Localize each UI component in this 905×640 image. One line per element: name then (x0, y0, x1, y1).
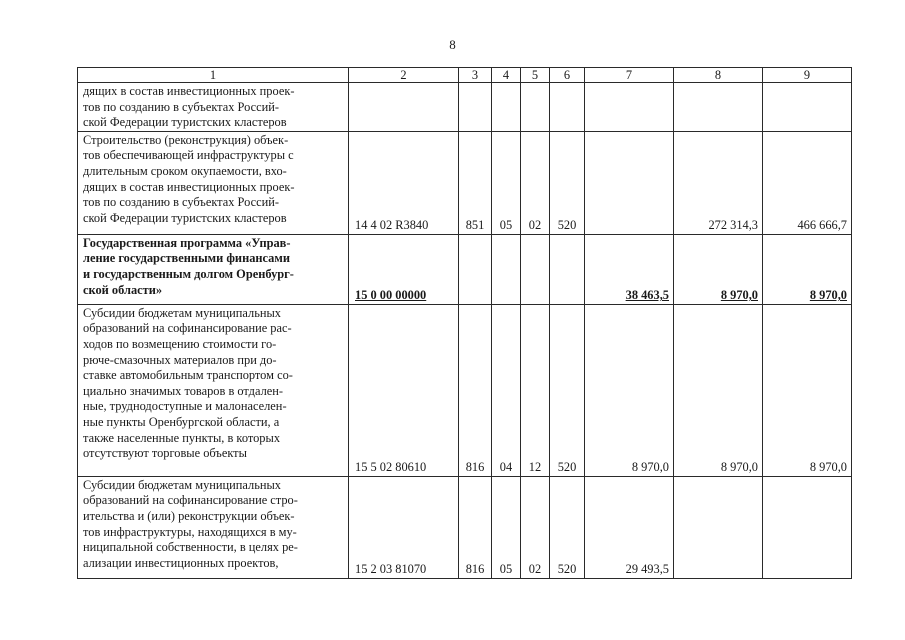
ministry-code: 851 (459, 131, 492, 234)
description-line: тов инфраструктуры, находящихся в му- (83, 524, 297, 539)
description-line: образований на софинансирование стро- (83, 493, 298, 508)
subsection-code: 02 (521, 476, 550, 578)
target-code-value: 15 0 00 00000 (355, 288, 427, 303)
table-row (78, 131, 852, 234)
ministry-code (459, 83, 492, 132)
description-line: и государственным долгом Оренбург- (83, 266, 294, 281)
ministry-code: 816 (459, 304, 492, 476)
header-col-7: 7 (585, 68, 674, 83)
expense-type-code (550, 83, 585, 132)
header-col-2: 2 (349, 68, 459, 83)
amount-value: 38 463,5 (625, 288, 669, 303)
description-line: ской Федерации туристских кластеров (83, 115, 287, 130)
subsection-code: 12 (521, 304, 550, 476)
subsection-code (521, 234, 550, 304)
description-line: отсутствуют торговые объекты (83, 446, 247, 461)
description-line: ализации инвестиционных проектов, (83, 555, 279, 570)
subsection-code (521, 83, 550, 132)
description-line: длительным сроком окупаемости, вхо- (83, 163, 287, 178)
description-line: ные пункты Оренбургской области, а (83, 414, 280, 429)
amount-col-8 (674, 83, 763, 132)
expense-type-code: 520 (550, 131, 585, 234)
header-col-1: 1 (78, 68, 349, 83)
row-description (78, 304, 349, 476)
amount-col-9: 8 970,0 (763, 304, 852, 476)
section-code (492, 83, 521, 132)
amount-col-8 (674, 476, 763, 578)
amount-value: 8 970,0 (720, 288, 758, 303)
description-line: ставке автомобильным транспортом со- (83, 368, 293, 383)
amount-col-7: 29 493,5 (585, 476, 674, 578)
section-code: 05 (492, 476, 521, 578)
description-line: Субсидии бюджетам муниципальных (83, 477, 282, 492)
table-row (78, 304, 852, 476)
target-code: 15 5 02 80610 (349, 304, 459, 476)
header-col-3: 3 (459, 68, 492, 83)
description-line: дящих в состав инвестиционных проек- (83, 84, 295, 98)
amount-col-7 (585, 234, 674, 304)
subsection-code: 02 (521, 131, 550, 234)
description-line: ской области» (83, 282, 163, 297)
amount-col-7 (585, 83, 674, 132)
description-line: Субсидии бюджетам муниципальных (83, 305, 282, 320)
section-code: 04 (492, 304, 521, 476)
target-code: 14 4 02 R3840 (349, 131, 459, 234)
amount-col-7 (585, 131, 674, 234)
amount-col-8: 272 314,3 (674, 131, 763, 234)
description-line: ление государственными финансами (83, 251, 290, 266)
description-line: ниципальной собственности, в целях ре- (83, 540, 298, 555)
row-description (78, 234, 349, 304)
ministry-code: 816 (459, 476, 492, 578)
header-col-8: 8 (674, 68, 763, 83)
description-line: ходов по возмещению стоимости го- (83, 336, 277, 351)
section-code: 05 (492, 131, 521, 234)
amount-col-8 (674, 234, 763, 304)
expense-type-code: 520 (550, 304, 585, 476)
description-line: тов обеспечивающей инфраструктуры с (83, 148, 294, 163)
table-row (78, 83, 852, 132)
section-code (492, 234, 521, 304)
description-line: тов по созданию в субъектах Россий- (83, 195, 280, 210)
description-line: ительства и (или) реконструкции объек- (83, 508, 295, 523)
description-line: также населенные пункты, в которых (83, 430, 281, 445)
amount-col-9 (763, 476, 852, 578)
target-code (349, 234, 459, 304)
amount-col-9 (763, 83, 852, 132)
table-row (78, 476, 852, 578)
header-col-6: 6 (550, 68, 585, 83)
description-line: рюче-смазочных материалов при до- (83, 352, 277, 367)
row-description (78, 83, 349, 132)
table-row (78, 234, 852, 304)
expense-type-code (550, 234, 585, 304)
row-description (78, 476, 349, 578)
amount-value: 8 970,0 (809, 288, 847, 303)
header-col-9: 9 (763, 68, 852, 83)
header-col-4: 4 (492, 68, 521, 83)
description-line: циально значимых товаров в отдален- (83, 383, 284, 398)
description-line: дящих в состав инвестиционных проек- (83, 179, 295, 194)
description-line: Государственная программа «Управ- (83, 235, 291, 250)
description-line: образований на софинансирование рас- (83, 321, 292, 336)
amount-col-8: 8 970,0 (674, 304, 763, 476)
table-header-row (78, 68, 852, 83)
page-number: 8 (449, 37, 456, 52)
description-line: ные, труднодоступные и малонаселен- (83, 399, 287, 414)
description-line: Строительство (реконструкция) объек- (83, 132, 289, 147)
amount-col-9 (763, 234, 852, 304)
description-line: ской Федерации туристских кластеров (83, 210, 287, 225)
header-col-5: 5 (521, 68, 550, 83)
amount-col-9: 466 666,7 (763, 131, 852, 234)
row-description (78, 131, 349, 234)
amount-col-7: 8 970,0 (585, 304, 674, 476)
budget-table (77, 67, 852, 579)
expense-type-code: 520 (550, 476, 585, 578)
description-line: тов по созданию в субъектах Россий- (83, 99, 280, 114)
target-code: 15 2 03 81070 (349, 476, 459, 578)
target-code (349, 83, 459, 132)
ministry-code (459, 234, 492, 304)
